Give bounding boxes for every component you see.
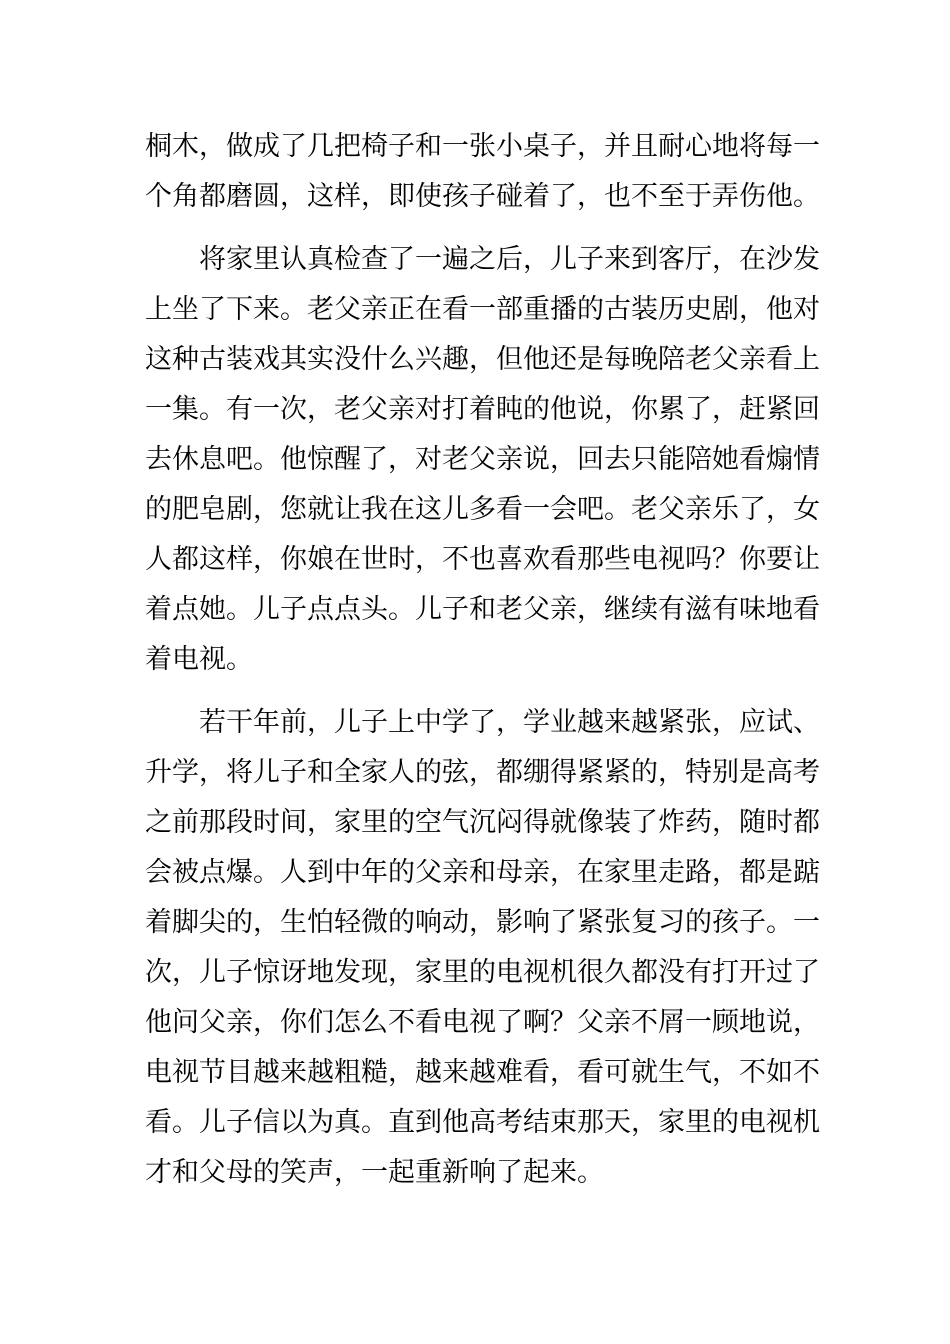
- text-line: 一集。有一次，老父亲对打着盹的他说，你累了，赶紧回: [145, 394, 820, 425]
- text-line: 他问父亲，你们怎么不看电视了啊？父亲不屑一顾地说，: [145, 1007, 820, 1038]
- text-line: 着脚尖的，生怕轻微的响动，影响了紧张复习的孩子。一: [145, 907, 820, 938]
- text-line: 次，儿子惊讶地发现，家里的电视机很久都没有打开过了: [145, 957, 820, 988]
- text-line: 升学，将儿子和全家人的弦，都绷得紧紧的，特别是高考: [145, 757, 820, 788]
- text-line: 人都这样，你娘在世时，不也喜欢看那些电视吗？你要让: [145, 544, 820, 575]
- text-line: 这种古装戏其实没什么兴趣，但他还是每晚陪老父亲看上: [145, 344, 820, 375]
- text-line: 上坐了下来。老父亲正在看一部重播的古装历史剧，他对: [145, 294, 820, 325]
- paragraph-spacer: [145, 222, 810, 235]
- paragraph-3: [145, 698, 820, 1198]
- paragraph-2: [145, 235, 820, 685]
- text-line: 若干年前，儿子上中学了，学业越来越紧张，应试、: [145, 707, 820, 738]
- body-text: [145, 122, 820, 1198]
- text-line: 的肥皂剧，您就让我在这儿多看一会吧。老父亲乐了，女: [145, 494, 820, 525]
- text-line: 电视节目越来越粗糙，越来越难看，看可就生气，不如不: [145, 1057, 820, 1088]
- text-line: 之前那段时间，家里的空气沉闷得就像装了炸药，随时都: [145, 807, 820, 838]
- text-line: 将家里认真检查了一遍之后，儿子来到客厅，在沙发: [145, 244, 820, 275]
- text-line: 会被点爆。人到中年的父亲和母亲，在家里走路，都是踮: [145, 857, 820, 888]
- text-line: 去休息吧。他惊醒了，对老父亲说，回去只能陪她看煽情: [145, 444, 820, 475]
- text-line: 才和父母的笑声，一起重新响了起来。: [145, 1157, 604, 1188]
- text-line: 看。儿子信以为真。直到他高考结束那天，家里的电视机: [145, 1107, 820, 1138]
- text-line: 着点她。儿子点点头。儿子和老父亲，继续有滋有味地看: [145, 594, 820, 625]
- paragraph-spacer: [145, 685, 810, 698]
- paragraph-1: [145, 122, 820, 222]
- text-line: 个角都磨圆，这样，即使孩子碰着了，也不至于弄伤他。: [145, 181, 820, 212]
- text-line: 着电视。: [145, 644, 253, 675]
- text-line: 桐木，做成了几把椅子和一张小桌子，并且耐心地将每一: [145, 131, 820, 162]
